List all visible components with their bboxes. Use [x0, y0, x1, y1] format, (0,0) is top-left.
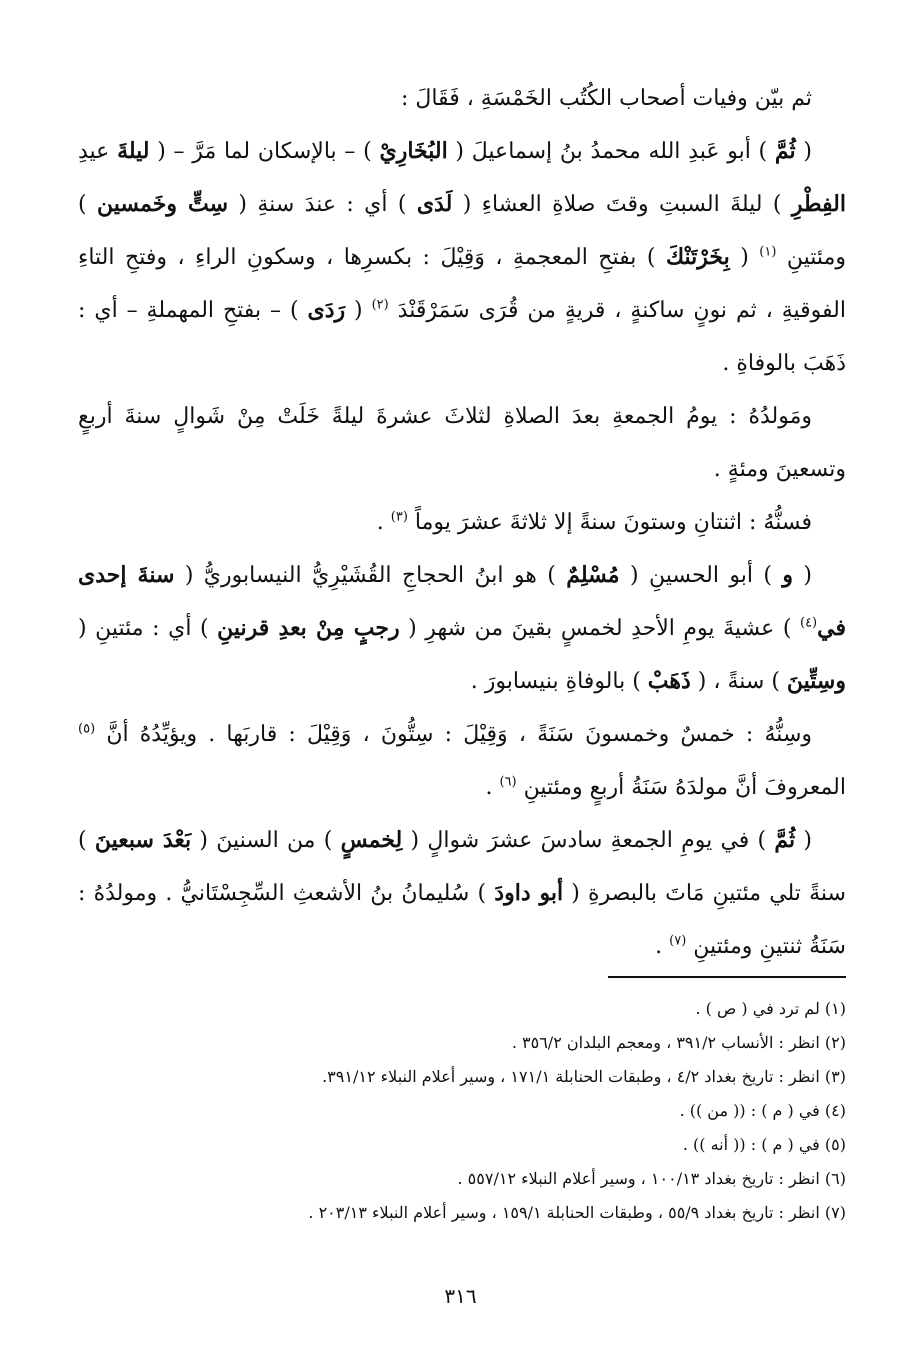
footnote-4: (٤) في ( م ) : (( من )) . — [679, 1101, 846, 1120]
paragraph-intro: ثم بيّن وفيات أصحاب الكُتُب الخَمْسَةِ ، فَقَالَ : — [400, 86, 812, 111]
footnote-ref-6: (٦) — [499, 774, 517, 790]
footnotes — [160, 992, 846, 1230]
footnote-ref-4: (٤) — [799, 615, 818, 631]
footnote-6: (٦) انظر : تاريخ بغداد ١٠٠/١٣ ، وسير أعلام النبلاء ٥٥٧/١٢ . — [457, 1169, 846, 1188]
paragraph-bukhari-age: فسنُّهُ : اثنتانِ وستونَ سنةً إلا ثلاثةَ عشرَ يوماً $^{(٣)}$ . — [376, 509, 812, 535]
footnote-ref-3: (٣) — [390, 509, 408, 525]
paragraph-muslim: ( و ) أبو الحسينِ ( مُسْلِمٌ ) هو ابنُ الحجاجِ القُشَيْرِيُّ النيسابوريُّ ( سنةَ إحدى في$^{(٤)}$ ) عشيةَ يومِ الأحدِ لخمسٍ بقينَ من شهرِ ( رجبٍ مِنْ بعدِ قرنينِ ) أي : مئتينِ ( وسِتِّينَ ) سنةً ، ( ذَهَبْ ) بالوفاةِ بنيسابورَ . — [78, 562, 846, 694]
footnote-ref-7: (٧) — [669, 933, 687, 949]
footnote-ref-1: (١) — [759, 244, 777, 260]
footnote-ref-2: (٢) — [371, 297, 389, 313]
footnote-5: (٥) في ( م ) : (( أنه )) . — [682, 1135, 846, 1154]
footnote-2: (٢) انظر : الأنساب ٣٩١/٢ ، ومعجم البلدان ٣٥٦/٢ . — [511, 1033, 846, 1052]
paragraph-bukhari-birth: ومَولدُهُ : يومُ الجمعةِ بعدَ الصلاةِ لثلاثَ عشرةَ ليلةً خَلَتْ مِنْ شَوالٍ سنةَ أربعٍ وتسعينَ ومئةٍ . — [78, 404, 846, 482]
paragraph-bukhari: ( ثُمَّ ) أبو عَبدِ الله محمدُ بنُ إسماعيلَ ( البُخَارِيْ ) – بالإسكان لما مَرَّ – ( ليلةَ عيدِ الفِطْرِ ) ليلةَ السبتِ وقتَ صلاةِ العشاءِ ( لَدَى ) أي : عندَ سنةِ ( سِتٍّ وخَمسين ) ومئتينِ $^{(١)}$ ( بِخَرْتَنْكَ ) بفتحِ المعجمةِ ، وَقِيْلَ : بكسرِها ، وسكونِ الراءِ ، وفتحِ التاءِ الفوقيةِ ، ثم نونٍ ساكنةٍ ، قريةٍ من قُرَى سَمَرْقَنْدَ $^{(٢)}$ ( رَدَى ) – بفتحِ المهملةِ – أي : ذَهَبَ بالوفاةِ . — [78, 138, 846, 376]
footnote-3: (٣) انظر : تاريخ بغداد ٤/٢ ، وطبقات الحنابلة ١٧١/١ ، وسير أعلام النبلاء ٣٩١/١٢. — [322, 1067, 846, 1086]
footnote-divider — [608, 976, 846, 978]
paragraph-muslim-age: وسِنُّهُ : خمسٌ وخمسونَ سَنَةً ، وَقِيْلَ : سِتُّونَ ، وَقِيْلَ : قاربَها . ويؤيِّدُهُ أنَّ $^{(٥)}$ المعروفَ أنَّ مولدَهُ سَنَةُ أربعٍ ومئتينِ $^{(٦)}$ . — [78, 721, 846, 800]
footnote-7: (٧) انظر : تاريخ بغداد ٥٥/٩ ، وطبقات الحنابلة ١٥٩/١ ، وسير أعلام النبلاء ٢٠٣/١٣ . — [308, 1203, 846, 1222]
footnote-1: (١) لم ترد في ( ص ) . — [695, 999, 846, 1018]
main-text — [78, 72, 846, 973]
paragraph-abu-dawud: ( ثُمَّ ) في يومِ الجمعةِ سادسَ عشرَ شوالٍ ( لِخمسٍ ) من السنينَ ( بَعْدَ سبعينَ ) سنةً تلي مئتينِ مَاتَ بالبصرةِ ( أبو داودَ ) سُليمانُ بنُ الأشعثِ السِّجِسْتَانيُّ . ومولدُهُ : سَنَةُ ثنتينِ ومئتينِ $^{(٧)}$ . — [78, 827, 846, 959]
page-number: ٣١٦ — [444, 1284, 477, 1308]
footnote-ref-5: (٥) — [78, 721, 96, 737]
